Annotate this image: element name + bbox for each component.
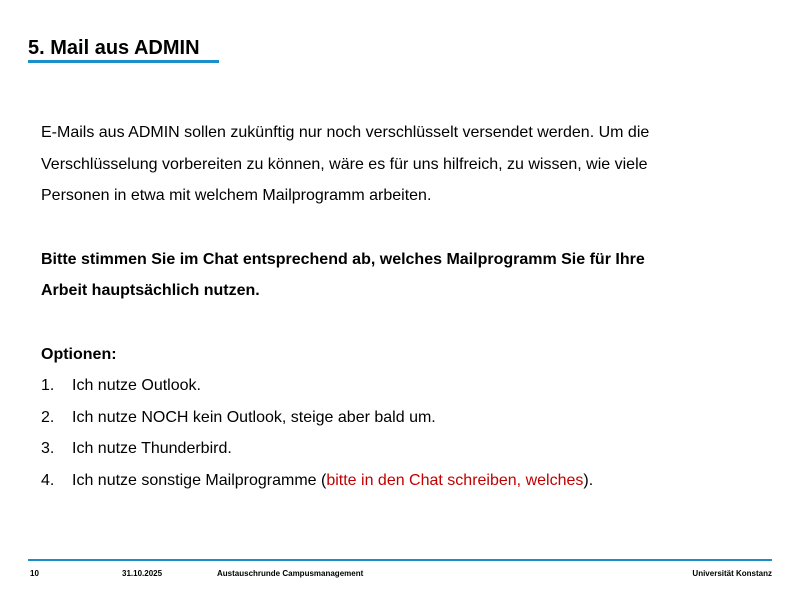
- option-item: [41, 465, 771, 497]
- option-text: [72, 472, 593, 489]
- footer-divider: [28, 559, 772, 561]
- option-text: Ich nutze Outlook.: [72, 377, 201, 394]
- intro-line: Personen in etwa mit welchem Mailprogramm arbeiten.: [41, 187, 432, 204]
- slide-title: 5. Mail aus ADMIN: [28, 37, 200, 59]
- option-number: 1.: [41, 377, 55, 394]
- option-text: Ich nutze Thunderbird.: [72, 440, 232, 457]
- spacer: [41, 212, 771, 244]
- spacer: [41, 307, 771, 339]
- option-number: 4.: [41, 471, 55, 489]
- intro-line: E-Mails aus ADMIN sollen zukünftig nur noch verschlüsselt versendet werden. Um die: [41, 124, 650, 141]
- option-item: [41, 402, 771, 434]
- instruction-line: Arbeit hauptsächlich nutzen.: [41, 282, 260, 299]
- footer-date: 31.10.2025: [122, 569, 163, 578]
- footer-event: Austauschrunde Campusmanagement: [217, 569, 364, 578]
- slide-content: [41, 117, 771, 496]
- option-text-after: ).: [583, 471, 594, 489]
- options-list: [41, 370, 771, 496]
- option-highlight-text: bitte in den Chat schreiben, welches: [326, 471, 584, 489]
- option-number: 3.: [41, 440, 55, 457]
- option-item: [41, 433, 771, 465]
- option-text: Ich nutze NOCH kein Outlook, steige aber bald um.: [72, 408, 436, 426]
- options-heading: Optionen:: [41, 345, 117, 363]
- option-text-before: Ich nutze sonstige Mailprogramme (: [72, 471, 327, 489]
- intro-paragraph: [41, 117, 771, 212]
- footer-page-number: 10: [30, 569, 39, 578]
- option-item: [41, 370, 771, 402]
- footer-organization: Universität Konstanz: [692, 569, 772, 578]
- instruction-paragraph: [41, 244, 771, 307]
- option-number: 2.: [41, 408, 55, 426]
- instruction-line: Bitte stimmen Sie im Chat entsprechend ab, welches Mailprogramm Sie für Ihre: [41, 250, 645, 268]
- title-underline: [28, 60, 219, 63]
- intro-line: Verschlüsselung vorbereiten zu können, wäre es für uns hilfreich, zu wissen, wie viele: [41, 155, 648, 173]
